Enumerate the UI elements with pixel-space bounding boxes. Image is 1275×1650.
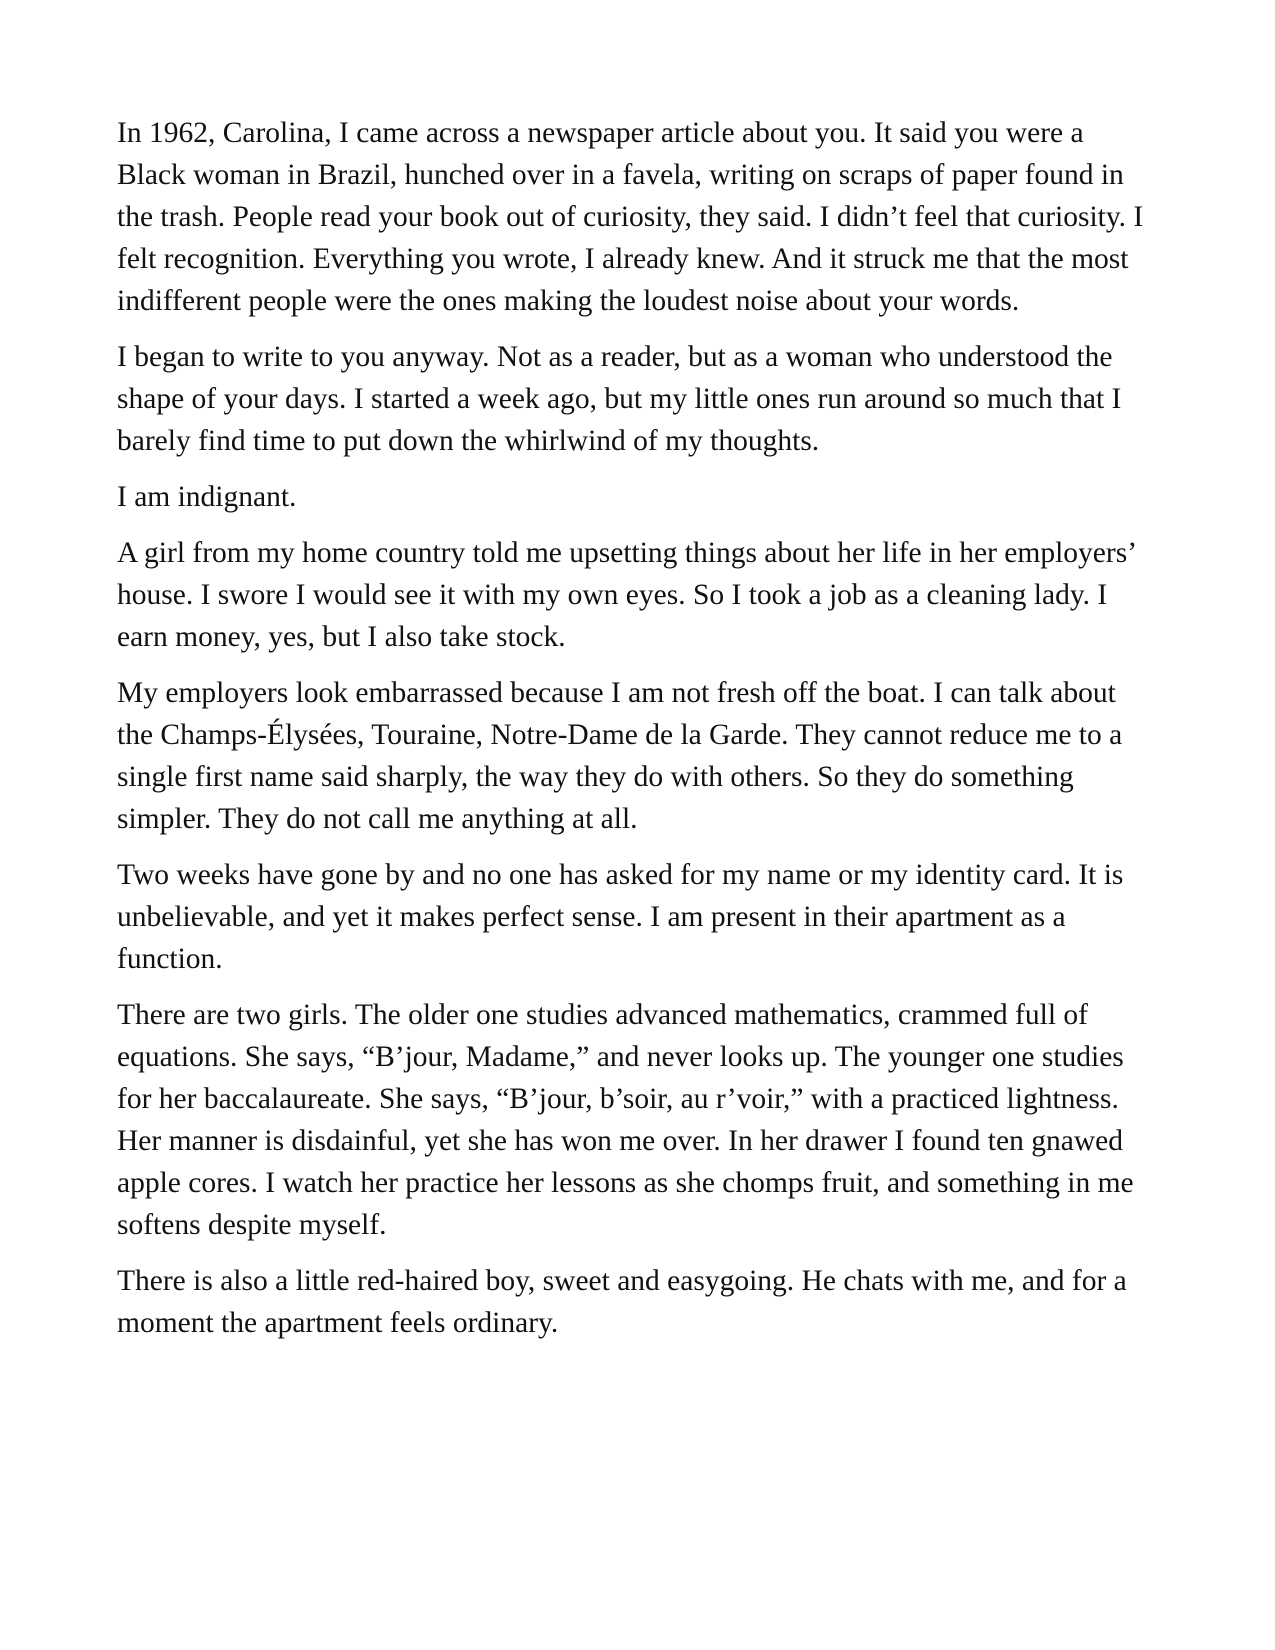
letter-body xyxy=(117,112,1157,1344)
paragraph-3: I am indignant. xyxy=(117,481,297,513)
paragraph-8: There is also a little red-haired boy, sweet and easygoing. He chats with me, and for a moment the apartment feels ordinary. xyxy=(117,1265,1127,1339)
paragraph-7: There are two girls. The older one studies advanced mathematics, crammed full of equations. She says, “B’jour, Madame,” and never looks up. The younger one studies for her baccalaureate. She says, “B’jour, b’soir, au r’voir,” with a practiced lightness. Her manner is disdainful, yet she has won me over. In her drawer I found ten gnawed apple cores. I watch her practice her lessons as she chomps fruit, and something in me softens despite myself. xyxy=(117,999,1134,1241)
paragraph-5: My employers look embarrassed because I am not fresh off the boat. I can talk about the Champs-Élysées, Touraine, Notre-Dame de la Garde. They cannot reduce me to a single first name said sharply, the way they do with others. So they do something simpler. They do not call me anything at all. xyxy=(117,677,1123,835)
paragraph-2: I began to write to you anyway. Not as a reader, but as a woman who understood the shape of your days. I started a week ago, but my little ones run around so much that I barely find time to put down the whirlwind of my thoughts. xyxy=(117,341,1122,457)
paragraph-1: In 1962, Carolina, I came across a newspaper article about you. It said you were a Black woman in Brazil, hunched over in a favela, writing on scraps of paper found in the trash. People read your book out of curiosity, they said. I didn’t feel that curiosity. I felt recognition. Everything you wrote, I already knew. And it struck me that the most indifferent people were the ones making the loudest noise about your words. xyxy=(117,117,1144,317)
paragraph-4: A girl from my home country told me upsetting things about her life in her employers’ house. I swore I would see it with my own eyes. So I took a job as a cleaning lady. I earn money, yes, but I also take stock. xyxy=(117,537,1135,653)
paragraph-6: Two weeks have gone by and no one has asked for my name or my identity card. It is unbelievable, and yet it makes perfect sense. I am present in their apartment as a function. xyxy=(117,859,1124,975)
